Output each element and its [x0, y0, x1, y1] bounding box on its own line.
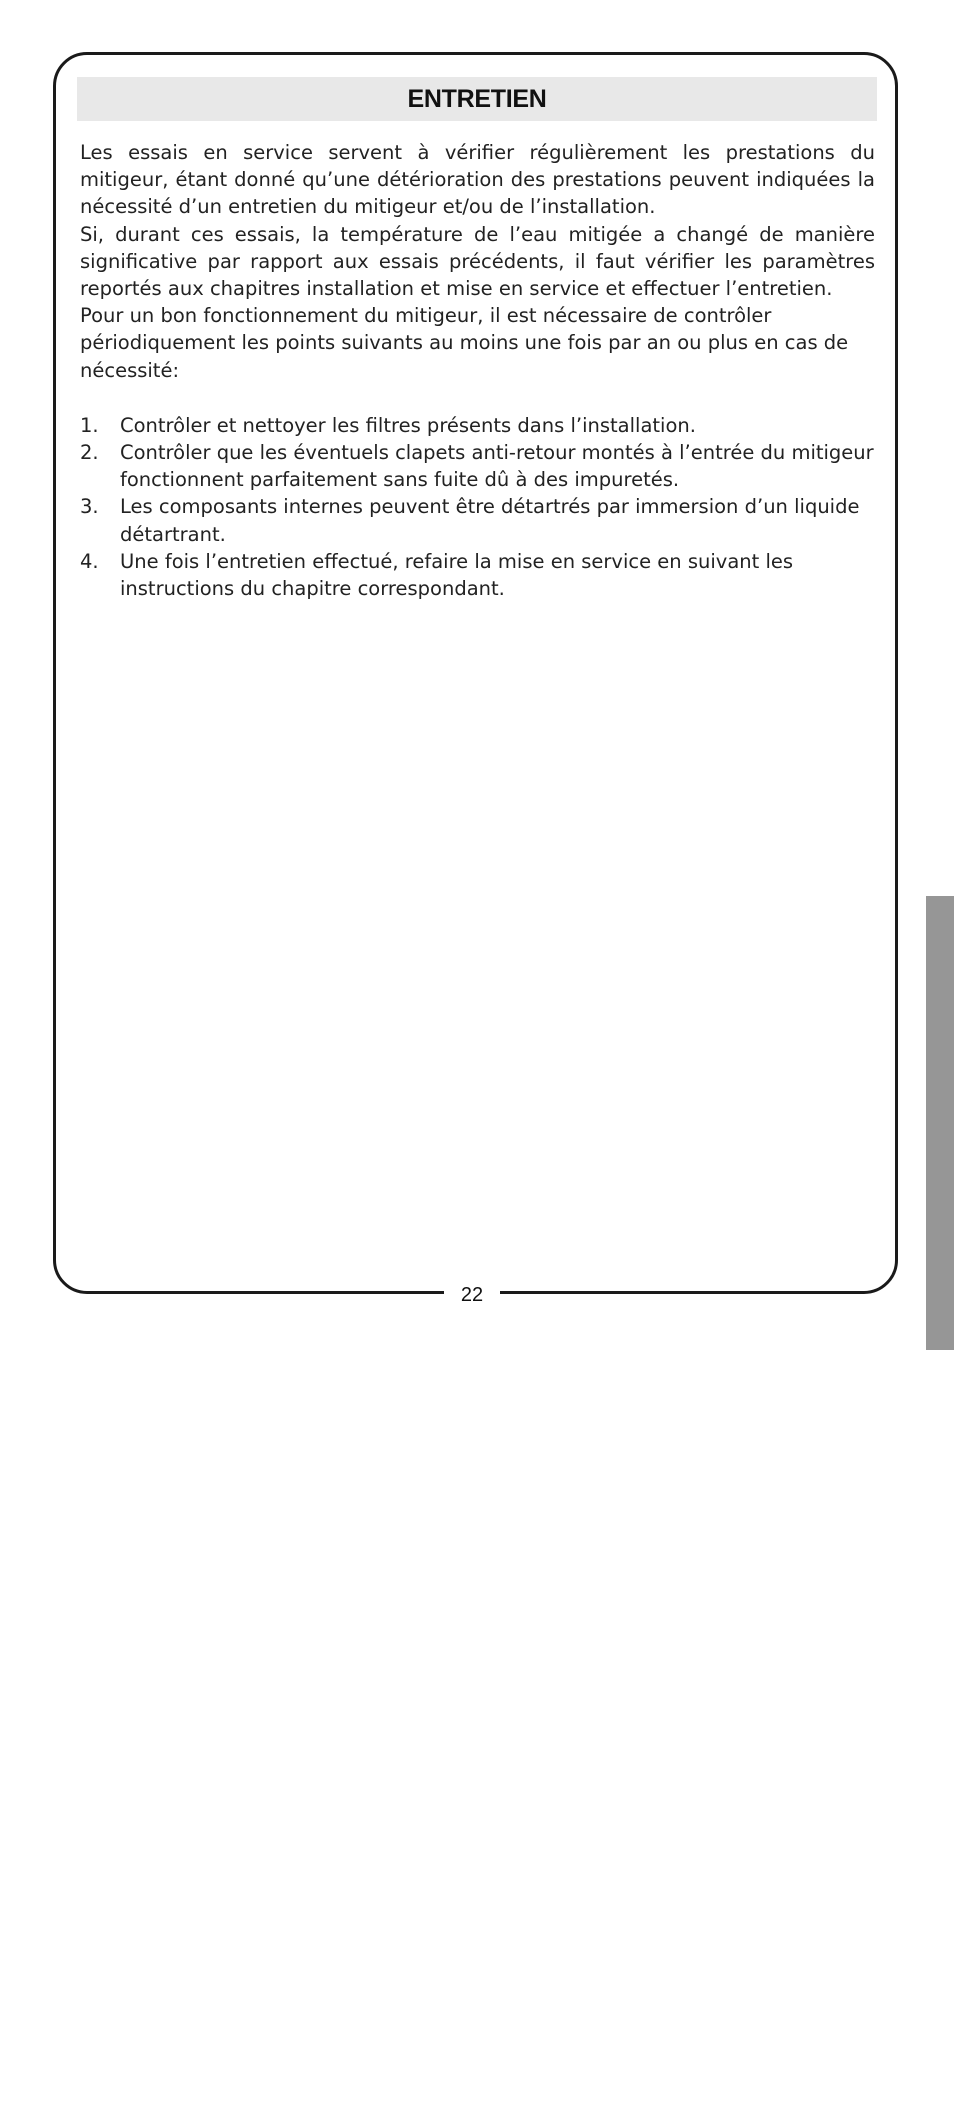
body-content [80, 139, 875, 602]
page-number: 22 [460, 1283, 484, 1306]
list-item [80, 548, 875, 602]
list-item [80, 493, 875, 547]
list-item [80, 439, 875, 493]
paragraph: Si, durant ces essais, la température de l’eau mitigée a changé de manière significative par rapport aux essais précédents, il faut vérifier les paramètres reportés aux chapitres installation et mise en service et effectuer l’entretien. [80, 222, 875, 301]
maintenance-list [80, 412, 875, 602]
list-item-number: 4. [80, 549, 99, 573]
list-item-text: Contrôler que les éventuels clapets anti-retour montés à l’entrée du mitigeur fonctionnent parfaitement sans fuite dû à des impuretés. [120, 441, 874, 492]
list-item-number: 2. [80, 441, 99, 465]
page-number-box [444, 1281, 500, 1309]
list-item-text: Les composants internes peuvent être détartrés par immersion d’un liquide détartrant. [120, 495, 860, 546]
paragraph: Pour un bon fonctionnement du mitigeur, il est nécessaire de contrôler périodiquement les points suivants au moins une fois par an ou plus en cas de nécessité: [80, 304, 849, 382]
list-item-number: 3. [80, 495, 99, 519]
list-item-number: 1. [80, 413, 99, 437]
list-item [80, 412, 875, 439]
list-item-text: Une fois l’entretien effectué, refaire la mise en service en suivant les instructions du chapitre correspondant. [120, 549, 794, 601]
list-item-text: Contrôler et nettoyer les filtres présents dans l’installation. [120, 413, 696, 437]
language-tab [926, 896, 954, 2126]
language-tab-label-wrap [930, 1952, 954, 2126]
language-tab-label: FRANÇAIS [930, 1952, 949, 2126]
paragraph: Les essais en service servent à vérifier régulièrement les prestations du mitigeur, étant donné qu’une détérioration des prestations peuvent indiquées la nécessité d’un entretien du mitigeur et/ou de l’installation. [80, 141, 875, 219]
section-title: ENTRETIEN [407, 84, 547, 113]
section-header [77, 77, 877, 121]
